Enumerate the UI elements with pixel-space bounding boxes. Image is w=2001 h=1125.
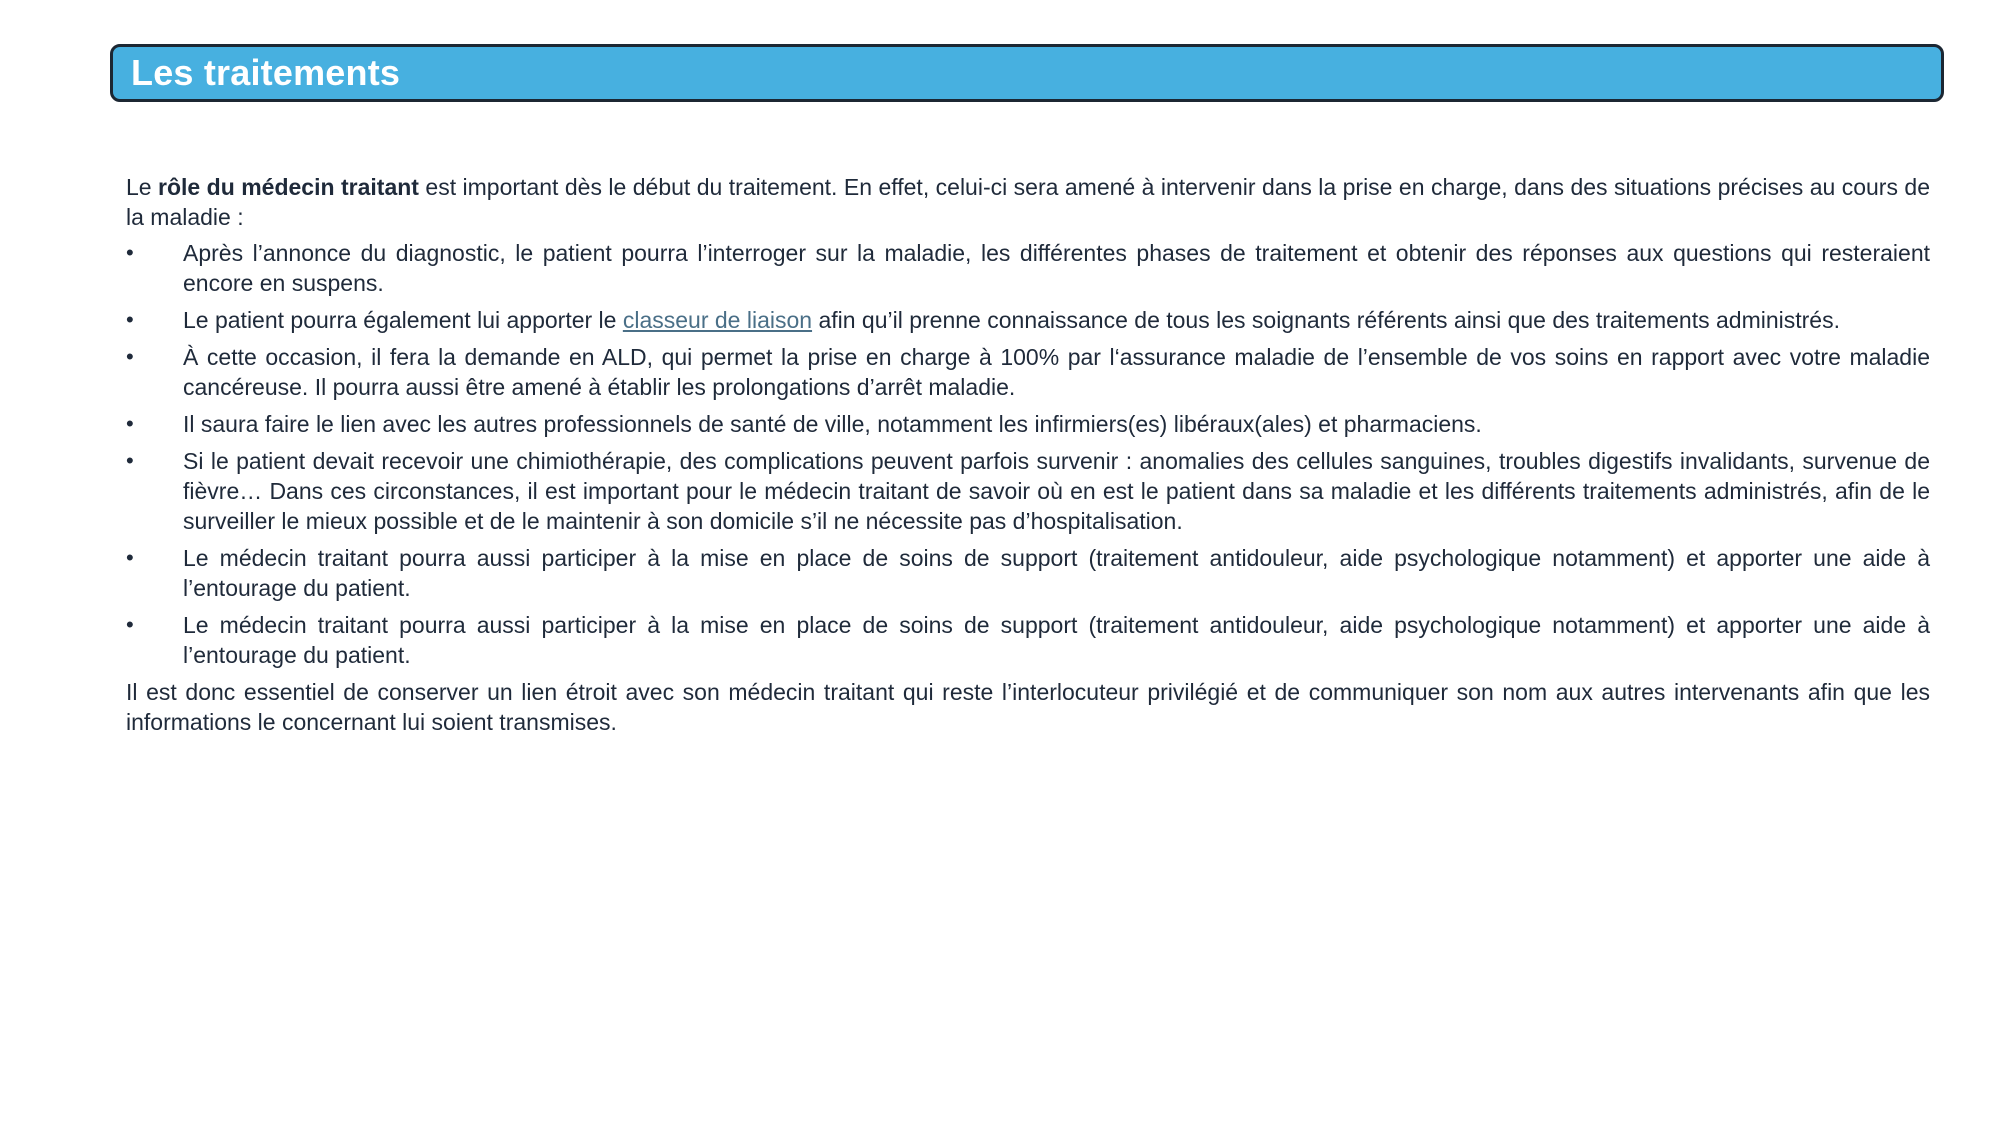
closing-paragraph: Il est donc essentiel de conserver un lien étroit avec son médecin traitant qui reste l’interlocuteur privilégié et de communiquer son nom aux autres intervenants afin que les informations le concernant lui soient transmises.: [126, 679, 1930, 735]
list-item: [126, 543, 1930, 603]
list-item-text: Après l’annonce du diagnostic, le patient pourra l’interroger sur la maladie, les différentes phases de traitement et obtenir des réponses aux questions qui resteraient encore en suspens.: [183, 240, 1930, 296]
list-item: [126, 610, 1930, 670]
list-item-text: Il saura faire le lien avec les autres professionnels de santé de ville, notamment les infirmiers(es) libéraux(ales) et pharmaciens.: [183, 411, 1482, 437]
bullet-icon: •: [126, 545, 134, 570]
bullet-icon: •: [126, 344, 134, 369]
list-item-text: Le médecin traitant pourra aussi participer à la mise en place de soins de support (traitement antidouleur, aide psychologique notamment) et apporter une aide à l’entourage du patient.: [183, 545, 1930, 601]
intro-bold-term: rôle du médecin traitant: [158, 174, 419, 200]
list-item: [126, 238, 1930, 298]
classeur-de-liaison-link[interactable]: classeur de liaison: [622, 307, 813, 333]
list-item-text-before: Le patient pourra également lui apporter le: [183, 307, 623, 333]
bullet-icon: •: [126, 448, 134, 473]
list-item-text: Si le patient devait recevoir une chimiothérapie, des complications peuvent parfois survenir : anomalies des cellules sanguines, troubles digestifs invalidants, survenue de fièvre… Dans ces circonstances, il est important pour le médecin traitant de savoir où en est le patient dans sa maladie et les différents traitements administrés, afin de le surveiller le mieux possible et de le maintenir à son domicile s’il ne nécessite pas d’hospitalisation.: [183, 448, 1930, 534]
intro-prefix: Le: [126, 174, 159, 200]
bullet-icon: •: [126, 411, 134, 436]
list-item: [126, 342, 1930, 402]
bullet-icon: •: [126, 307, 134, 332]
page-title: Les traitements: [131, 52, 401, 93]
intro-suffix: est important dès le début du traitement. En effet, celui-ci sera amené à intervenir dans la prise en charge, dans des situations précises au cours de la maladie :: [126, 174, 1931, 230]
list-item-text: Le médecin traitant pourra aussi participer à la mise en place de soins de support (traitement antidouleur, aide psychologique notamment) et apporter une aide à l’entourage du patient.: [183, 612, 1930, 668]
list-item-text-after: afin qu’il prenne connaissance de tous les soignants référents ainsi que des traitements administrés.: [812, 307, 1840, 333]
bullet-icon: •: [126, 240, 134, 265]
list-item: [126, 409, 1930, 439]
list-item-text: À cette occasion, il fera la demande en ALD, qui permet la prise en charge à 100% par l‘assurance maladie de l’ensemble de vos soins en rapport avec votre maladie cancéreuse. Il pourra aussi être amené à établir les prolongations d’arrêt maladie.: [183, 344, 1930, 400]
bullet-list: [126, 238, 1930, 670]
list-item: [126, 305, 1930, 335]
bullet-icon: •: [126, 612, 134, 637]
section-title-bar: [110, 44, 1944, 102]
list-item: [126, 446, 1930, 536]
intro-paragraph: [126, 172, 1930, 232]
document-body: [126, 172, 1930, 743]
